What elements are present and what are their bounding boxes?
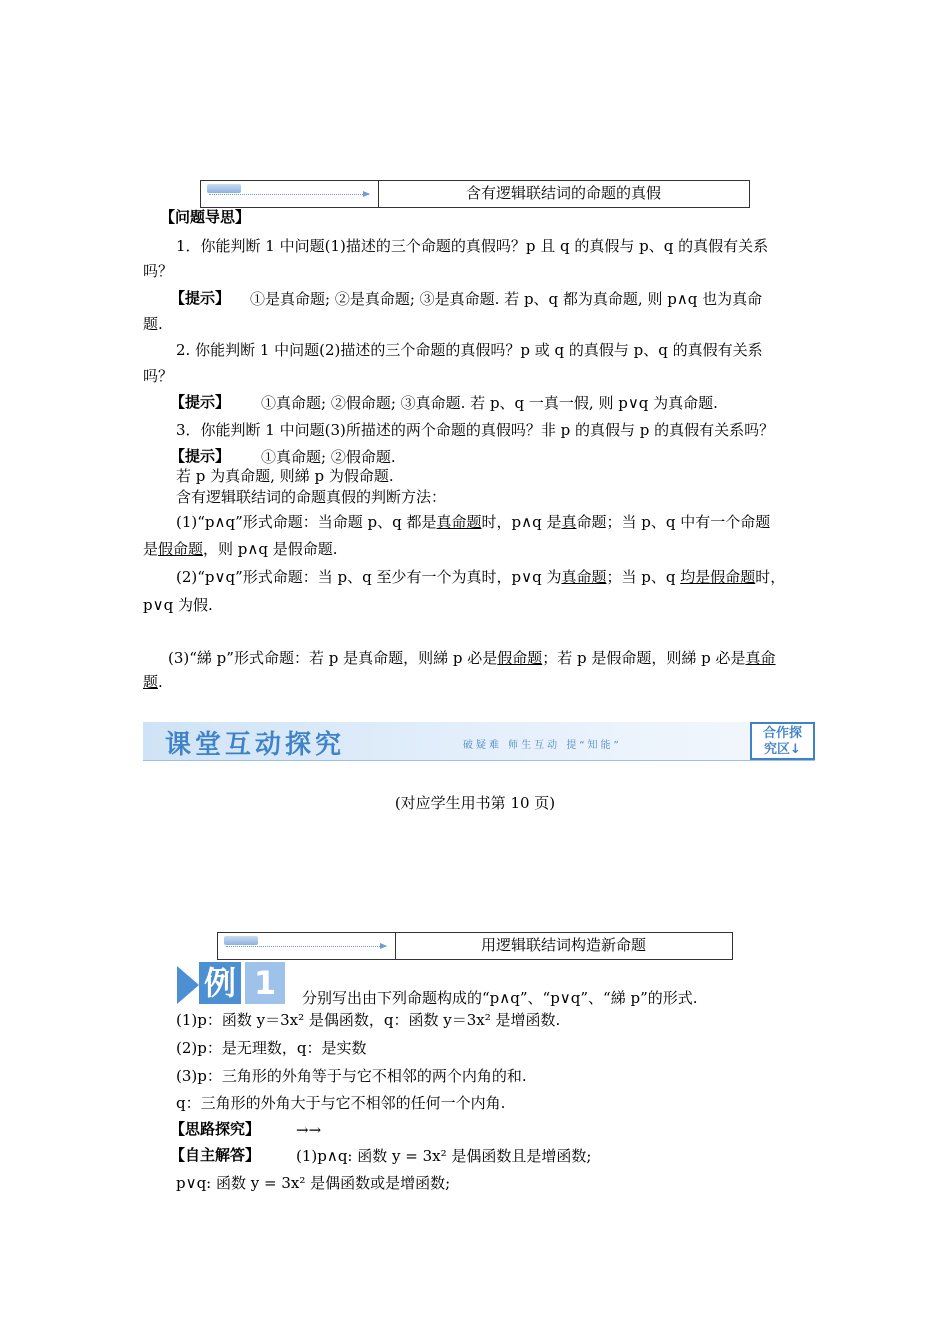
text: .: [158, 673, 163, 691]
arrow-icon: [209, 194, 369, 195]
hint-label: 【提示】: [170, 448, 231, 465]
tag-pill-icon: [224, 936, 258, 945]
answer-blank: 假命题: [497, 649, 543, 667]
classroom-banner: [143, 722, 815, 761]
example-word: 例: [199, 962, 241, 1004]
text: 是: [143, 540, 159, 558]
guide-label: 【问题导思】: [160, 209, 251, 226]
answer-blank: 假命题: [158, 540, 204, 558]
page-reference: (对应学生用书第 10 页): [394, 794, 556, 812]
banner-title: 课堂互动探究: [165, 730, 346, 760]
hint-label: 【提示】: [170, 394, 231, 411]
text: (1)“p∧q”形式命题：当命题 p、q 都是: [176, 513, 437, 531]
answer-blank: 均是假命题: [680, 568, 756, 586]
example-badge: [177, 962, 287, 1004]
text: 命题；当 p、q 中有一个命题: [576, 513, 771, 531]
hint-1-line2: 题.: [143, 315, 163, 333]
example-item-1: (1)p：函数 y＝3x² 是偶函数，q：函数 y＝3x² 是增函数.: [176, 1011, 561, 1029]
thinking-label: 【思路探究】: [170, 1121, 261, 1138]
hint-2: ①真命题; ②假命题; ③真命题. 若 p、q 一真一假, 则 p∨q 为真命题.: [261, 394, 718, 412]
play-triangle-icon: [177, 966, 199, 1004]
hint-3-line2: 若 p 为真命题, 则綈 p 为假命题.: [176, 467, 394, 485]
text: (2)“p∨q”形式命题：当 p、q 至少有一个为真时，p∨q 为: [176, 568, 562, 586]
section-title: 含有逻辑联结词的命题的真假: [465, 185, 661, 202]
method-2-line2: p∨q 为假.: [143, 596, 213, 614]
text: ，则 p∧q 是假命题.: [203, 540, 338, 558]
banner-subtitle: 破疑难 师生互动 提“知能”: [463, 740, 622, 751]
section-tag: [201, 181, 379, 207]
thinking-arrows: →→: [296, 1121, 322, 1139]
text: ；当 p、q: [606, 568, 681, 586]
question-1-line1: 1．你能判断 1 中问题(1)描述的三个命题的真假吗？p 且 q 的真假与 p、q 的真假有关系: [176, 237, 769, 255]
answer-line-1: (1)p∧q: 函数 y = 3x² 是偶函数且是增函数;: [296, 1147, 592, 1165]
example-number: 1: [245, 962, 285, 1004]
method-1-line1: [176, 512, 770, 532]
answer-blank: 题: [143, 673, 159, 691]
method-2-line1: [176, 567, 785, 587]
answer-blank: 真: [561, 513, 577, 531]
section-title: 用逻辑联结词构造新命题: [480, 937, 646, 954]
hint-1-line1: ①是真命题; ②是真命题; ③是真命题. 若 p、q 都为真命题, 则 p∧q 也为真命: [250, 290, 763, 308]
example-prompt: 分别写出由下列命题构成的“p∧q”、“p∨q”、“綈 p”的形式.: [302, 989, 698, 1007]
hint-3: ①真命题; ②假命题.: [261, 448, 396, 466]
answer-label: 【自主解答】: [170, 1147, 261, 1164]
example-item-2: (2)p：是无理数，q：是实数: [176, 1039, 367, 1057]
badge-line2: 究区↓: [764, 742, 801, 757]
section-header-construct: [217, 932, 733, 960]
question-2-line2: 吗？: [143, 367, 174, 385]
question-1-line2: 吗？: [143, 262, 174, 280]
text: (3)“綈 p”形式命题：若 p 是真命题，则綈 p 必是: [168, 649, 498, 667]
text: 时，: [755, 568, 786, 586]
section-tag: [218, 933, 396, 959]
hint-label: 【提示】: [170, 290, 231, 307]
cooperation-badge: [750, 722, 815, 760]
method-3-line1: [168, 648, 776, 668]
answer-blank: 真命: [745, 649, 776, 667]
example-item-3: (3)p：三角形的外角等于与它不相邻的两个内角的和.: [176, 1067, 527, 1085]
answer-blank: 真命题: [436, 513, 482, 531]
arrow-icon: [226, 946, 386, 947]
method-3-line2: [143, 672, 163, 692]
method-1-line2: [143, 539, 338, 559]
text: ；若 p 是假命题，则綈 p 必是: [542, 649, 746, 667]
section-header-truth: [200, 180, 750, 208]
method-intro: 含有逻辑联结词的命题真假的判断方法：: [176, 488, 447, 506]
answer-blank: 真命题: [561, 568, 607, 586]
badge-line1: 合作探: [762, 726, 802, 741]
question-2-line1: 2. 你能判断 1 中问题(2)描述的三个命题的真假吗？p 或 q 的真假与 p、q 的真假有关系: [176, 341, 763, 359]
example-item-3-q: q：三角形的外角大于与它不相邻的任何一个内角.: [176, 1094, 506, 1112]
tag-pill-icon: [207, 184, 241, 193]
answer-line-2: p∨q: 函数 y = 3x² 是偶函数或是增函数;: [176, 1174, 451, 1192]
text: 时，p∧q 是: [481, 513, 562, 531]
question-3: 3．你能判断 1 中问题(3)所描述的两个命题的真假吗？非 p 的真假与 p 的真假有关系吗？: [176, 421, 775, 439]
